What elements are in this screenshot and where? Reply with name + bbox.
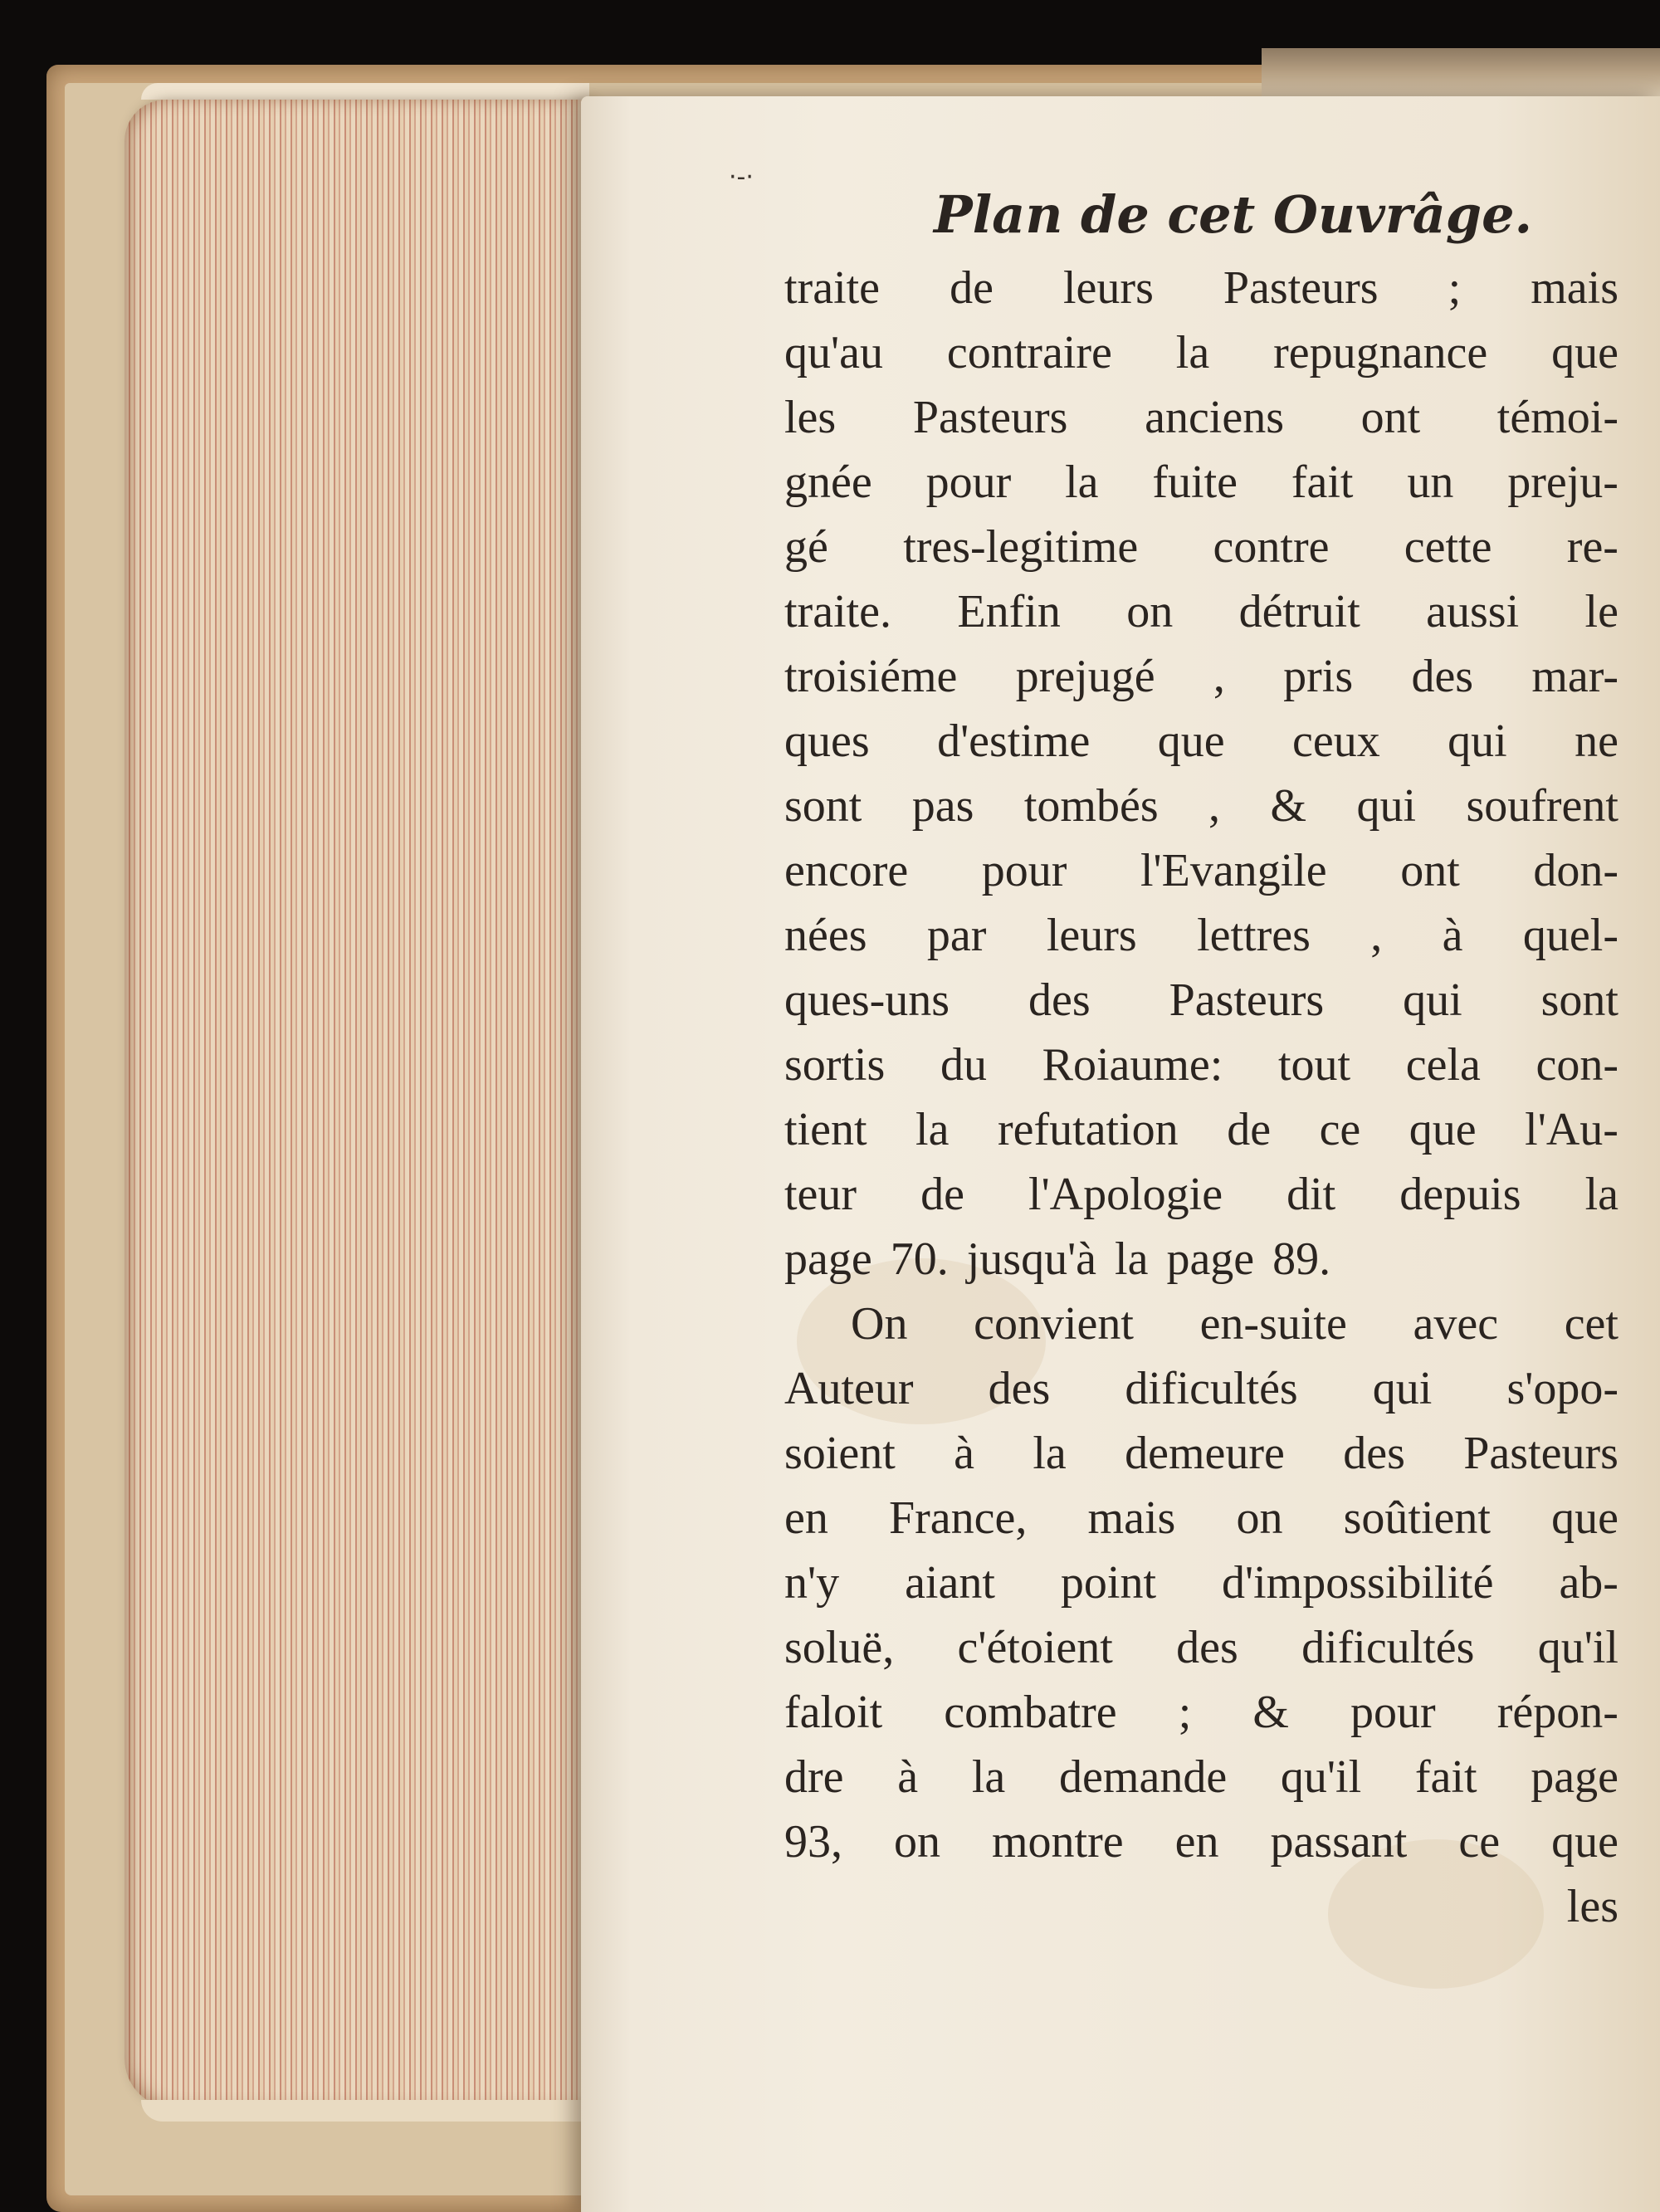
text-word: leurs bbox=[1046, 910, 1137, 961]
text-word: On bbox=[851, 1298, 908, 1350]
text-word: , bbox=[1213, 651, 1225, 702]
text-word: Pasteurs bbox=[1223, 262, 1379, 314]
text-word: mais bbox=[1531, 262, 1618, 314]
text-word: qu'au bbox=[784, 327, 883, 378]
text-word: aiant bbox=[905, 1557, 995, 1609]
text-word: tres-legitime bbox=[903, 521, 1139, 573]
text-word: la bbox=[1033, 1428, 1067, 1479]
text-word: Pasteurs bbox=[1169, 974, 1325, 1026]
text-word: ont bbox=[1400, 845, 1460, 896]
text-word: que bbox=[1551, 327, 1618, 378]
text-word: dificultés bbox=[1125, 1363, 1298, 1414]
text-word: dit bbox=[1286, 1169, 1336, 1220]
text-word: qui bbox=[1356, 780, 1417, 832]
text-word: pris bbox=[1283, 651, 1354, 702]
text-word: sont bbox=[1540, 974, 1618, 1026]
text-word: en bbox=[1174, 1816, 1219, 1868]
text-word: 89. bbox=[1272, 1233, 1331, 1285]
text-word: Enfin bbox=[957, 586, 1061, 637]
text-word: anciens bbox=[1145, 392, 1285, 443]
text-line bbox=[784, 1356, 1618, 1421]
text-word: fait bbox=[1291, 457, 1354, 508]
text-word: leurs bbox=[1063, 262, 1154, 314]
text-line bbox=[784, 709, 1618, 774]
text-word: pour bbox=[981, 845, 1067, 896]
text-word: un bbox=[1407, 457, 1454, 508]
text-line bbox=[851, 1292, 1618, 1356]
text-word: aussi bbox=[1426, 586, 1520, 637]
text-line bbox=[784, 515, 1618, 579]
text-word: sortis bbox=[784, 1039, 886, 1091]
text-word: sont bbox=[784, 780, 862, 832]
text-word: par bbox=[926, 910, 987, 961]
text-line bbox=[784, 385, 1618, 450]
text-word: on bbox=[894, 1816, 940, 1868]
text-word: combatre bbox=[944, 1687, 1117, 1738]
text-word: ques-uns bbox=[784, 974, 950, 1026]
text-word: refutation bbox=[997, 1104, 1179, 1155]
text-word: la bbox=[1115, 1233, 1149, 1285]
text-line bbox=[784, 1486, 1618, 1550]
text-word: on bbox=[1236, 1492, 1283, 1544]
running-head: Plan de cet Ouvrâge. bbox=[934, 184, 1533, 245]
text-word: des bbox=[1411, 651, 1474, 702]
text-word: tient bbox=[784, 1104, 867, 1155]
text-word: des bbox=[1028, 974, 1091, 1026]
text-word: c'étoient bbox=[957, 1622, 1113, 1673]
text-word: & bbox=[1252, 1687, 1289, 1738]
text-line bbox=[784, 838, 1618, 903]
text-word: con- bbox=[1536, 1039, 1618, 1091]
text-word: des bbox=[1343, 1428, 1405, 1479]
text-word: que bbox=[1157, 715, 1225, 767]
text-word: traite bbox=[784, 262, 881, 314]
text-word: l'Au- bbox=[1525, 1104, 1618, 1155]
text-word: contraire bbox=[946, 327, 1112, 378]
text-line bbox=[784, 644, 1618, 709]
text-word: pas bbox=[911, 780, 974, 832]
text-word: soûtient bbox=[1343, 1492, 1491, 1544]
text-line bbox=[784, 1227, 1618, 1292]
text-word: 93, bbox=[784, 1816, 842, 1868]
text-line bbox=[784, 1680, 1618, 1745]
text-word: du bbox=[940, 1039, 987, 1091]
text-word: contre bbox=[1213, 521, 1330, 573]
top-page-edge bbox=[1262, 48, 1660, 98]
text-line bbox=[784, 1745, 1618, 1809]
text-word: ce bbox=[1319, 1104, 1361, 1155]
text-word: cet bbox=[1564, 1298, 1618, 1350]
text-line bbox=[784, 1162, 1618, 1227]
text-word: Auteur bbox=[784, 1363, 914, 1414]
text-word: témoi- bbox=[1496, 392, 1618, 443]
text-word: de bbox=[1227, 1104, 1272, 1155]
text-word: demande bbox=[1059, 1751, 1228, 1803]
text-word: avec bbox=[1413, 1298, 1499, 1350]
text-word: ceux bbox=[1292, 715, 1380, 767]
text-word: gé bbox=[784, 521, 828, 573]
text-word: la bbox=[971, 1751, 1006, 1803]
text-word: fuite bbox=[1152, 457, 1238, 508]
text-word: dre bbox=[784, 1751, 844, 1803]
text-word: qui bbox=[1403, 974, 1462, 1026]
text-word: page bbox=[1166, 1233, 1255, 1285]
ink-mark: ·-· bbox=[729, 163, 754, 192]
text-word: ab- bbox=[1559, 1557, 1618, 1609]
text-line bbox=[784, 903, 1618, 968]
text-word: Pasteurs bbox=[1463, 1428, 1618, 1479]
text-word: dificultés bbox=[1301, 1622, 1475, 1673]
text-word: de bbox=[920, 1169, 964, 1220]
text-word: en-suite bbox=[1199, 1298, 1347, 1350]
text-word: répon- bbox=[1496, 1687, 1618, 1738]
text-word: en bbox=[784, 1492, 828, 1544]
text-word: traite. bbox=[784, 586, 892, 637]
text-line bbox=[784, 774, 1618, 838]
text-line bbox=[784, 320, 1618, 385]
text-line bbox=[784, 256, 1618, 320]
text-word: & bbox=[1270, 780, 1307, 832]
text-word: d'estime bbox=[937, 715, 1091, 767]
text-word: gnée bbox=[784, 457, 872, 508]
text-word: teur bbox=[784, 1169, 857, 1220]
text-line bbox=[784, 1421, 1618, 1486]
page-block-bottom bbox=[141, 2100, 589, 2122]
text-line bbox=[784, 1550, 1618, 1615]
page-block-top bbox=[141, 83, 589, 100]
text-word: tombés bbox=[1023, 780, 1159, 832]
text-word: que bbox=[1409, 1104, 1477, 1155]
text-word: pour bbox=[925, 457, 1012, 508]
text-word: l'Apologie bbox=[1028, 1169, 1223, 1220]
text-line bbox=[784, 579, 1618, 644]
text-word: ne bbox=[1575, 715, 1618, 767]
text-word: demeure bbox=[1125, 1428, 1285, 1479]
text-word: la bbox=[915, 1104, 950, 1155]
text-word: que bbox=[1551, 1816, 1618, 1868]
text-word: lettres bbox=[1197, 910, 1311, 961]
text-word: nées bbox=[784, 910, 867, 961]
text-word: ont bbox=[1360, 392, 1421, 443]
text-word: qui bbox=[1372, 1363, 1433, 1414]
text-word: à bbox=[1442, 910, 1463, 961]
text-line bbox=[784, 450, 1618, 515]
text-word: point bbox=[1060, 1557, 1157, 1609]
text-word: , bbox=[1208, 780, 1221, 832]
text-word: convient bbox=[974, 1298, 1134, 1350]
text-word: cela bbox=[1405, 1039, 1481, 1091]
text-line bbox=[784, 1809, 1618, 1874]
text-word: n'y bbox=[784, 1557, 840, 1609]
text-word: à bbox=[954, 1428, 974, 1479]
text-word: Pasteurs bbox=[912, 392, 1068, 443]
text-word: 70. bbox=[890, 1233, 949, 1285]
text-word: ce bbox=[1458, 1816, 1501, 1868]
text-word: encore bbox=[784, 845, 909, 896]
text-word: ; bbox=[1178, 1687, 1192, 1738]
text-word: d'impossibilité bbox=[1222, 1557, 1494, 1609]
text-word: qui bbox=[1448, 715, 1507, 767]
text-word: soluë, bbox=[784, 1622, 895, 1673]
text-word: l'Evangile bbox=[1140, 845, 1327, 896]
text-word: repugnance bbox=[1273, 327, 1488, 378]
text-line bbox=[784, 968, 1618, 1033]
text-word: la bbox=[1065, 457, 1099, 508]
text-word: soufrent bbox=[1466, 780, 1618, 832]
text-word: les bbox=[1566, 1881, 1618, 1932]
text-line bbox=[784, 1033, 1618, 1097]
text-word: depuis bbox=[1399, 1169, 1521, 1220]
text-word: montre bbox=[992, 1816, 1124, 1868]
text-word: passant bbox=[1270, 1816, 1408, 1868]
text-word: France, bbox=[889, 1492, 1028, 1544]
text-word: preju- bbox=[1507, 457, 1618, 508]
text-word: page bbox=[1531, 1751, 1618, 1803]
text-word: Roiaume: bbox=[1042, 1039, 1223, 1091]
text-line bbox=[784, 1615, 1618, 1680]
text-word: ques bbox=[784, 715, 870, 767]
text-word: cette bbox=[1404, 521, 1492, 573]
text-word: des bbox=[988, 1363, 1051, 1414]
text-word: qu'il bbox=[1537, 1622, 1618, 1673]
left-page-edges bbox=[124, 100, 589, 2108]
text-line bbox=[784, 1097, 1618, 1162]
text-word: des bbox=[1176, 1622, 1238, 1673]
text-word: prejugé bbox=[1015, 651, 1155, 702]
catchword bbox=[784, 1874, 1618, 1939]
text-word: , bbox=[1370, 910, 1383, 961]
text-word: la bbox=[1584, 1169, 1618, 1220]
text-word: mar- bbox=[1531, 651, 1618, 702]
text-word: qu'il bbox=[1280, 1751, 1362, 1803]
text-word: tout bbox=[1277, 1039, 1351, 1091]
text-word: la bbox=[1175, 327, 1210, 378]
text-word: mais bbox=[1087, 1492, 1176, 1544]
text-word: faloit bbox=[784, 1687, 883, 1738]
text-word: pour bbox=[1350, 1687, 1436, 1738]
text-word: page bbox=[784, 1233, 872, 1285]
text-word: que bbox=[1551, 1492, 1618, 1544]
text-word: ; bbox=[1448, 262, 1462, 314]
text-word: troisiéme bbox=[784, 651, 958, 702]
text-word: les bbox=[784, 392, 837, 443]
text-word: de bbox=[950, 262, 994, 314]
text-word: re- bbox=[1566, 521, 1618, 573]
text-word: à bbox=[897, 1751, 919, 1803]
text-word: le bbox=[1584, 586, 1618, 637]
text-word: soient bbox=[784, 1428, 896, 1479]
text-word: don- bbox=[1533, 845, 1618, 896]
text-word: jusqu'à bbox=[966, 1233, 1097, 1285]
text-word: quel- bbox=[1522, 910, 1618, 961]
text-word: fait bbox=[1414, 1751, 1477, 1803]
text-word: on bbox=[1126, 586, 1174, 637]
text-word: détruit bbox=[1238, 586, 1360, 637]
text-word: s'opo- bbox=[1506, 1363, 1618, 1414]
